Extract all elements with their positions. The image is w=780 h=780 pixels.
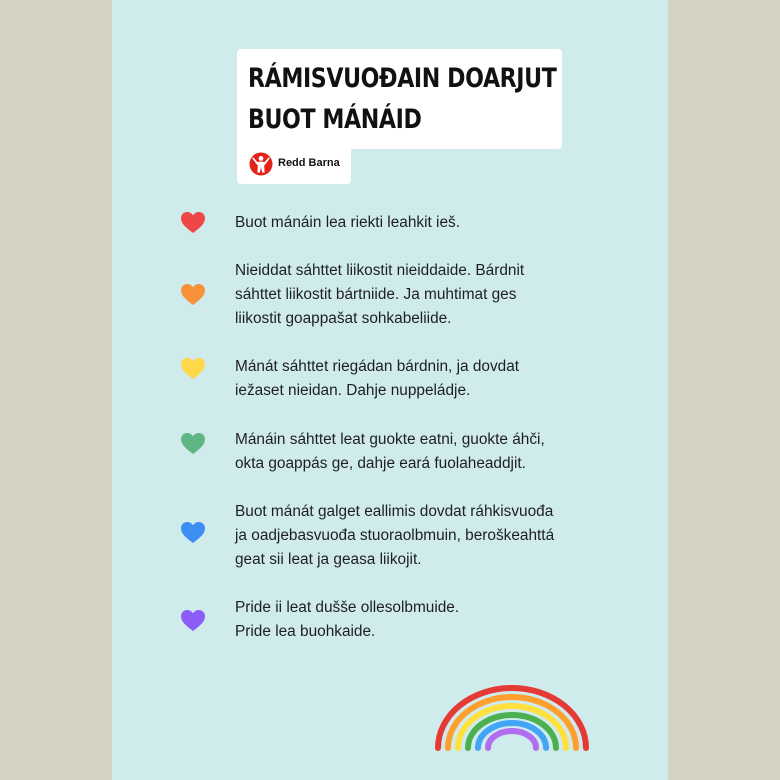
redd-barna-logo xyxy=(237,144,351,184)
item-line: Mánáin sáhttet leat guokte eatni, guokte áhči, xyxy=(235,431,545,448)
item-text xyxy=(235,259,615,331)
item-line: Pride lea buohkaide. xyxy=(235,623,376,640)
item-text xyxy=(235,428,615,476)
item-line: Pride ii leat dušše ollesolbmuide. xyxy=(235,599,460,616)
item-line: iežaset nieidan. Dahje nuppeládje. xyxy=(235,382,471,399)
rainbow-illustration xyxy=(434,684,590,756)
item-text xyxy=(235,596,615,644)
item-line: liikostit goappašat sohkabeliide. xyxy=(235,310,452,327)
item-line: sáhttet liikostit bártniide. Ja muhtimat ges xyxy=(235,286,517,303)
item-line: okta goappás ge, dahje eará fuolaheaddjit. xyxy=(235,455,526,472)
poster xyxy=(112,0,668,780)
item-line: Mánát sáhttet riegádan bárdnin, ja dovdat xyxy=(235,358,520,375)
heart-icon xyxy=(181,358,205,380)
redd-barna-logo-icon xyxy=(249,152,273,176)
heart-icon xyxy=(181,212,205,234)
item-text xyxy=(235,211,615,235)
heart-icon xyxy=(181,522,205,544)
heart-icon xyxy=(181,284,205,306)
item-line: Buot mánáin lea riekti leahkit ieš. xyxy=(235,214,460,231)
rainbow-arc xyxy=(488,731,536,748)
item-line: geat sii leat ja geasa liikojit. xyxy=(235,551,422,568)
item-text xyxy=(235,355,615,403)
title-line-2: BUOT MÁNÁID xyxy=(248,104,422,135)
item-line: Nieiddat sáhttet liikostit nieiddaide. Bárdnit xyxy=(235,262,525,279)
item-line: Buot mánát galget eallimis dovdat ráhkisvuođa xyxy=(235,503,554,520)
item-text xyxy=(235,500,615,572)
title-line-1: RÁMISVUOĐAIN DOARJUT xyxy=(248,63,557,94)
item-line: ja oadjebasvuođa stuoraolbmuin, beroškeahttá xyxy=(235,527,555,544)
title-box xyxy=(237,49,562,149)
logo-text: Redd Barna xyxy=(278,157,340,169)
heart-icon xyxy=(181,433,205,455)
heart-icon xyxy=(181,610,205,632)
